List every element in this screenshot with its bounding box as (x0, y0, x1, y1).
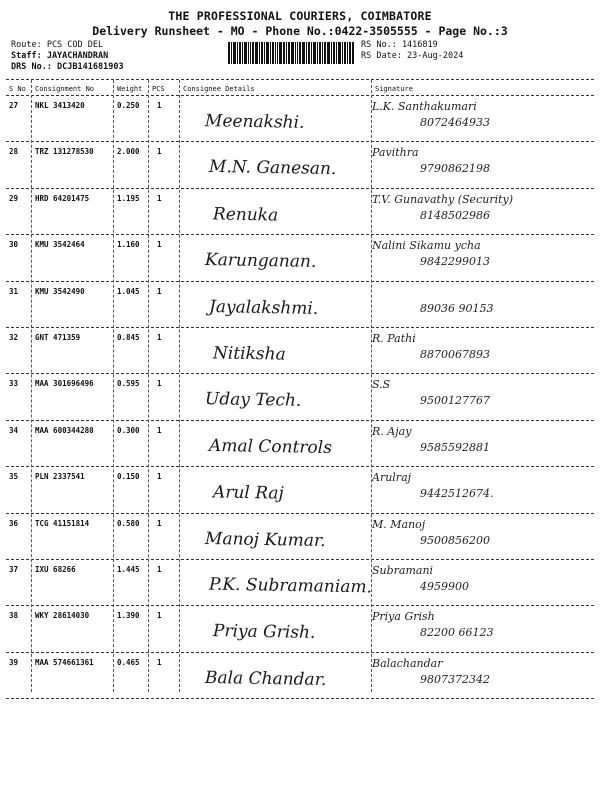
col-sno-header: S No (9, 85, 26, 93)
table-row (0, 282, 600, 328)
row-weight: 1.160 (117, 240, 140, 250)
rs-no-label: RS No.: 1416819 (361, 40, 438, 50)
row-consignment-no: HRD 64201475 (35, 193, 90, 203)
row-consignment-no: KMU 3542464 (35, 240, 85, 250)
row-signature-phone: 8870067893 (420, 348, 490, 361)
row-sno: 31 (9, 286, 19, 296)
row-weight: 0.595 (117, 379, 140, 389)
row-consignee-handwritten: Priya Grish. (212, 621, 316, 644)
table-row (0, 328, 600, 374)
row-signature-phone: 82200 66123 (420, 626, 494, 640)
table-row (0, 421, 600, 467)
row-consignment-no: MAA 600344280 (35, 425, 94, 435)
row-weight: 1.195 (117, 193, 140, 203)
table-row (0, 467, 600, 513)
row-consignee-handwritten: M.N. Ganesan. (208, 157, 337, 180)
row-consignment-no: TRZ 131278530 (35, 147, 94, 157)
row-weight: 1.445 (117, 565, 140, 574)
col-weight-header: Weight (117, 85, 143, 93)
row-signature-phone: 8072464933 (420, 116, 490, 129)
col-signature-header: Signature (375, 85, 413, 93)
table-row (0, 96, 600, 142)
row-consignment-no: IXU 68266 (35, 565, 76, 574)
row-pcs: 1 (157, 379, 162, 389)
row-weight: 0.845 (117, 333, 140, 342)
row-signature-name: T.V. Gunavathy (Security) (372, 192, 514, 206)
route-label: Route: PCS COD DEL (11, 40, 104, 50)
row-sno: 30 (9, 240, 19, 250)
row-consignment-no: TCG 41151814 (35, 518, 90, 528)
row-pcs: 1 (157, 286, 162, 296)
col-consignee-header: Consignee Details (183, 85, 255, 93)
runsheet-title: Delivery Runsheet - MO - Phone No.:0422-3505555 - Page No.:3 (92, 24, 508, 38)
row-consignee-handwritten: Bala Chandar. (204, 667, 327, 690)
table-row (0, 560, 600, 606)
row-pcs: 1 (157, 472, 162, 482)
row-sno: 39 (9, 657, 19, 667)
row-consignment-no: KMU 3542490 (35, 286, 85, 296)
table-row (0, 374, 600, 420)
row-signature-name: Pavithra (372, 146, 419, 160)
drs-label: DRS No.: DCJB141681903 (11, 62, 124, 72)
row-pcs: 1 (157, 147, 162, 157)
row-consignee-handwritten: Amal Controls (208, 435, 333, 458)
row-signature-phone: 9842299013 (420, 255, 490, 269)
row-pcs: 1 (157, 101, 162, 110)
row-pcs: 1 (157, 657, 162, 667)
table-row (0, 606, 600, 652)
row-consignee-handwritten: Uday Tech. (204, 389, 302, 412)
row-consignment-no: WKY 28614030 (35, 611, 90, 621)
row-pcs: 1 (157, 425, 162, 435)
row-pcs: 1 (157, 240, 162, 250)
table-row (0, 653, 600, 699)
row-consignee-handwritten: Manoj Kumar. (204, 528, 326, 551)
row-sno: 29 (9, 193, 19, 203)
row-signature-phone: 89036 90153 (420, 301, 494, 315)
table-row (0, 514, 600, 560)
row-consignment-no: MAA 574661361 (35, 657, 94, 667)
row-sno: 28 (9, 147, 19, 157)
staff-label: Staff: JAYACHANDRAN (11, 51, 109, 61)
row-consignee-handwritten: Jayalakshmi. (208, 296, 319, 319)
row-consignment-no: MAA 301696496 (35, 379, 94, 389)
barcode-image (228, 42, 354, 64)
row-signature-name: Priya Grish (372, 610, 435, 624)
row-consignee-handwritten: Renuka (212, 204, 279, 226)
row-signature-name: Nalini Sikamu ycha (372, 239, 481, 253)
row-signature-name: L.K. Santhakumari (372, 100, 477, 113)
row-consignment-no: GNT 471359 (35, 333, 81, 342)
row-weight: 0.465 (117, 657, 140, 667)
row-signature-phone: 9500127767 (420, 394, 490, 408)
row-consignee-handwritten: Karunganan. (204, 250, 317, 273)
table-row (0, 189, 600, 235)
header-right-block (361, 40, 463, 62)
row-weight: 0.150 (117, 472, 140, 482)
row-sno: 34 (9, 425, 19, 435)
row-signature-phone: 9807372342 (420, 672, 490, 686)
row-sno: 27 (9, 101, 19, 110)
table-row (0, 142, 600, 188)
row-consignee-handwritten: Meenakshi. (204, 111, 305, 133)
row-consignee-handwritten: Arul Raj (212, 482, 284, 504)
row-sno: 33 (9, 379, 19, 389)
table-top-rule (6, 79, 594, 80)
row-consignment-no: PLN 2337541 (35, 472, 85, 482)
row-sno: 37 (9, 565, 19, 574)
header-left-block (11, 40, 124, 73)
row-weight: 0.580 (117, 518, 140, 528)
row-consignee-handwritten: Nitiksha (212, 343, 286, 365)
rs-date-label: RS Date: 23-Aug-2024 (361, 51, 464, 61)
row-pcs: 1 (157, 333, 162, 342)
company-title: THE PROFESSIONAL COURIERS, COIMBATORE (168, 9, 432, 23)
row-signature-name: Balachandar (372, 656, 443, 670)
row-weight: 2.000 (117, 147, 140, 157)
row-sno: 36 (9, 518, 19, 528)
col-consignment-header: Consignment No (35, 85, 95, 93)
row-signature-phone: 9790862198 (420, 162, 490, 176)
row-consignment-no: NKL 3413420 (35, 101, 85, 110)
row-signature-name: S.S (372, 378, 391, 392)
row-signature-name: R. Pathi (372, 332, 416, 345)
row-pcs: 1 (157, 611, 162, 621)
row-consignee-handwritten: P.K. Subramaniam. (208, 574, 373, 598)
row-pcs: 1 (157, 518, 162, 528)
table-row (0, 235, 600, 281)
row-sno: 32 (9, 333, 19, 342)
row-signature-phone: 9442512674. (420, 487, 494, 501)
row-pcs: 1 (157, 565, 162, 574)
row-signature-name: Subramani (372, 564, 434, 577)
row-weight: 0.250 (117, 101, 140, 110)
row-signature-phone: 4959900 (420, 580, 469, 593)
row-signature-phone: 9500856200 (420, 533, 490, 547)
row-sno: 38 (9, 611, 19, 621)
row-divider (6, 698, 594, 699)
col-pcs-header: PCS (152, 85, 165, 93)
row-weight: 1.390 (117, 611, 140, 621)
row-weight: 1.045 (117, 286, 140, 296)
row-signature-name: M. Manoj (372, 517, 426, 531)
row-signature-phone: 9585592881 (420, 440, 490, 454)
row-signature-name: R. Ajay (372, 424, 412, 438)
row-sno: 35 (9, 472, 19, 482)
row-signature-name: Arulraj (372, 471, 412, 485)
row-weight: 0.300 (117, 425, 140, 435)
row-signature-phone: 8148502986 (420, 208, 490, 222)
row-pcs: 1 (157, 193, 162, 203)
